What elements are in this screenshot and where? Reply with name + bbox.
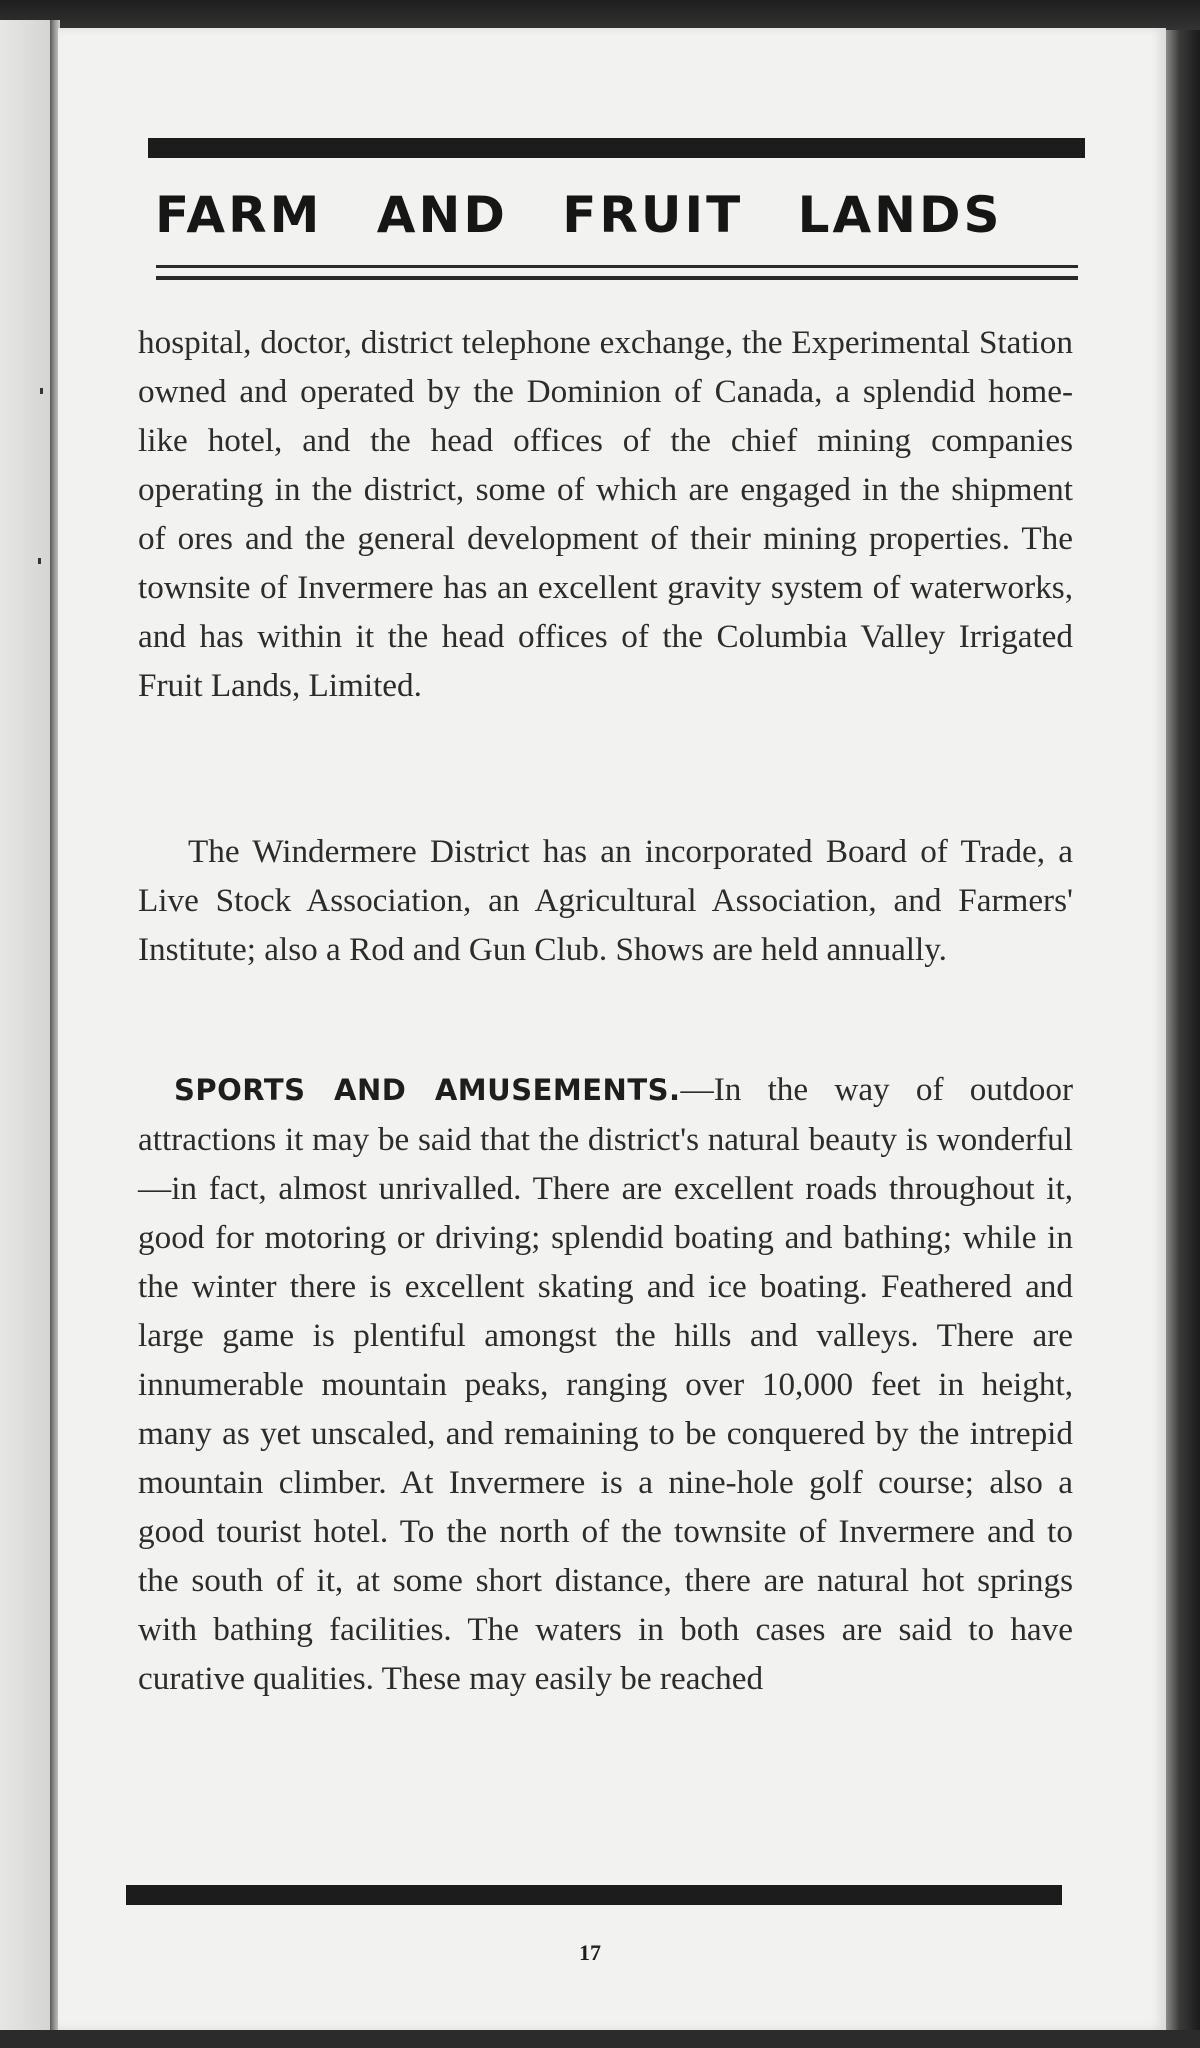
header-rule-double-lower — [156, 276, 1078, 280]
scan-speck — [38, 558, 41, 564]
body-paragraph-2 — [138, 827, 1073, 974]
scan-speck — [40, 388, 43, 394]
paragraph-1-text: hospital, doctor, district telephone exchange, the Experimental Station owned and operated by the Dominion of Canada, a splendid home-like hotel, and the head offices of the chief mining companies operating in the district, some of which are engaged in the shipment of ores and the general development of their mining properties. The townsite of Invermere has an excellent gravity system of waterworks, and has within it the head offices of the Columbia Valley Irrigated Fruit Lands, Limited. — [138, 324, 1073, 704]
section-heading-sports: SPORTS AND AMUSEMENTS. — [174, 1073, 681, 1107]
paragraph-2-text: The Windermere District has an incorporated Board of Trade, a Live Stock Association, an Agricultural Association, and Farmers' Institute; also a Rod and Gun Club. Shows are held annually. — [138, 833, 1073, 968]
paragraph-3-text: —In the way of outdoor attractions it may be said that the district's natural beauty is wonderful—in fact, almost unrivalled. There are excellent roads throughout it, good for motoring or driving; splendid boating and bathing; while in the winter there is excellent skating and ice boating. Feathered and large game is plentiful amongst the hills and valleys. There are innumerable mountain peaks, ranging over 10,000 feet in height, many as yet unscaled, and remaining to be conquered by the intrepid mountain climber. At Invermere is a nine-hole golf course; also a good tourist hotel. To the north of the townsite of Invermere and to the south of it, at some short distance, there are natural hot springs with bathing facilities. The waters in both cases are said to have curative qualities. These may easily be reached — [138, 1071, 1073, 1697]
scan-background-right — [1166, 30, 1200, 2048]
paragraph-3 — [138, 1065, 1073, 1703]
body-paragraph-1 — [138, 318, 1073, 710]
scan-background-bottom — [0, 2030, 1200, 2048]
header-rule-double-upper — [156, 265, 1078, 268]
page-number: 17 — [579, 1940, 601, 1965]
body-paragraph-3 — [138, 1065, 1073, 1703]
page-header-title: FARM AND FRUIT LANDS — [155, 186, 1003, 244]
facing-page-edge — [0, 20, 52, 2030]
header-top-rule — [148, 138, 1085, 158]
footer-rule — [126, 1885, 1062, 1905]
